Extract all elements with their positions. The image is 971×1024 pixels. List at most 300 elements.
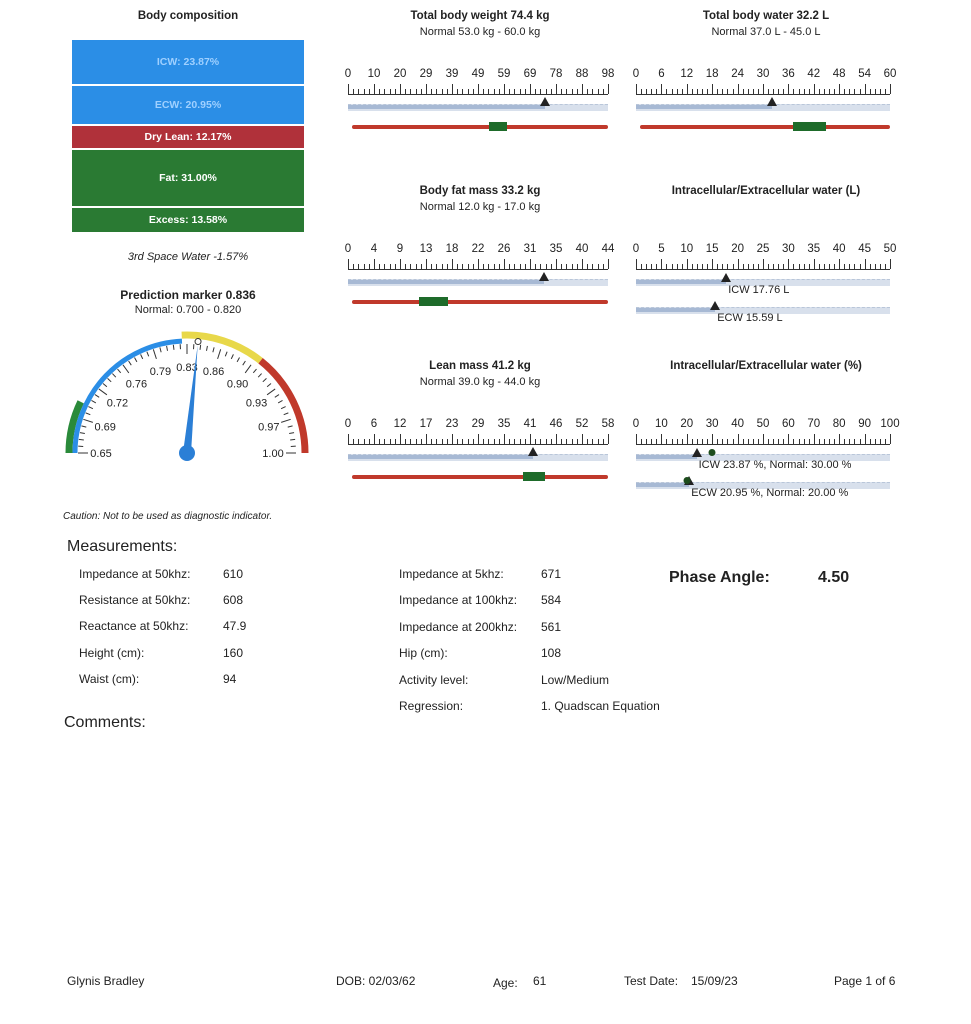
value-band-fill [636, 105, 772, 109]
gauge-tick [112, 374, 115, 378]
composition-segment [72, 86, 304, 124]
scale-tick [890, 259, 891, 269]
scale-tick [865, 84, 866, 94]
scale-tick [426, 259, 427, 269]
scale-tick [804, 89, 805, 94]
scale-tick [400, 259, 401, 269]
scale-tick [410, 439, 411, 444]
phase-angle-value: 4.50 [818, 569, 850, 586]
scale-tick [577, 89, 578, 94]
scale-tick [666, 89, 667, 94]
scale-tick-label: 31 [523, 243, 537, 255]
scale-tick [702, 89, 703, 94]
measurement-label: Impedance at 5khz: [399, 567, 504, 581]
scale-tick [865, 434, 866, 444]
scale-tick [733, 89, 734, 94]
scale-tick [379, 89, 380, 94]
panel-normal-range: Normal 37.0 L - 45.0 L [711, 26, 821, 38]
scale-tick [608, 434, 609, 444]
scale-tick [656, 439, 657, 444]
scale-tick [494, 264, 495, 269]
gauge-tick [134, 357, 136, 361]
gauge-tick-label: 0.69 [94, 421, 116, 434]
measurement-value: 671 [541, 567, 562, 581]
scale-tick-label: 98 [601, 68, 615, 80]
scale-tick [763, 84, 764, 94]
scale-tick [416, 264, 417, 269]
range-line [352, 125, 608, 129]
scale-tick-label: 45 [858, 243, 871, 255]
scale-tick [692, 439, 693, 444]
scale-tick [829, 89, 830, 94]
gauge-tick [147, 352, 149, 357]
scale-tick [870, 264, 871, 269]
value-band-fill [348, 280, 544, 284]
icw-marker [692, 448, 702, 457]
scale-tick [687, 259, 688, 269]
scale-ruler [636, 434, 890, 445]
scale-tick-label: 23 [445, 418, 459, 430]
scale-tick [697, 439, 698, 444]
scale-tick [697, 89, 698, 94]
composition-segment [72, 150, 304, 206]
scale-tick [379, 439, 380, 444]
scale-tick [426, 84, 427, 94]
test-date-value: 15/09/23 [691, 974, 738, 988]
value-band-fill [348, 455, 533, 459]
scale-tick [514, 264, 515, 269]
scale-tick [743, 89, 744, 94]
scale-tick [682, 264, 683, 269]
range-line [640, 125, 890, 129]
scale-tick [447, 439, 448, 444]
scale-tick [875, 89, 876, 94]
gauge-tick [243, 361, 246, 365]
scale-tick [462, 264, 463, 269]
scale-tick [494, 89, 495, 94]
scale-tick [717, 439, 718, 444]
scale-tick [478, 434, 479, 444]
scale-tick [598, 439, 599, 444]
scale-tick [369, 264, 370, 269]
scale-tick [778, 439, 779, 444]
scale-tick [814, 259, 815, 269]
icw-value-label: ICW 17.76 L [728, 284, 790, 296]
scale-tick-label: 12 [393, 418, 407, 430]
scale-tick [738, 259, 739, 269]
scale-tick [582, 434, 583, 444]
panel-normal-range: Normal 12.0 kg - 17.0 kg [419, 201, 541, 213]
composition-segment-label: ICW: 23.87% [156, 56, 220, 68]
scale-tick [504, 259, 505, 269]
composition-segment [72, 126, 304, 148]
scale-tick [677, 89, 678, 94]
scale-tick-label: 29 [419, 68, 433, 80]
gauge-tick [258, 374, 261, 378]
scale-tick [844, 264, 845, 269]
scale-tick [405, 439, 406, 444]
scale-tick-label: 80 [832, 418, 846, 430]
scale-tick [551, 89, 552, 94]
scale-tick-label: 30 [781, 243, 795, 255]
scale-tick [727, 439, 728, 444]
measurement-label: Waist (cm): [79, 671, 140, 686]
scale-tick [364, 264, 365, 269]
gauge-tick-label: 1.00 [262, 448, 284, 460]
scale-tick [400, 434, 401, 444]
scale-tick [773, 264, 774, 269]
scale-tick [783, 89, 784, 94]
scale-tick [525, 264, 526, 269]
scale-tick [692, 264, 693, 269]
scale-tick [509, 439, 510, 444]
scale-tick-label: 30 [705, 418, 719, 430]
gauge-tick [225, 352, 227, 357]
scale-tick [390, 89, 391, 94]
measurement-value: 608 [223, 593, 244, 608]
scale-tick [442, 439, 443, 444]
scale-tick [707, 439, 708, 444]
scale-tick [478, 259, 479, 269]
scale-tick-label: 10 [367, 68, 381, 80]
icw-band-fill [636, 455, 697, 459]
scale-tick-label: 18 [445, 243, 459, 255]
scale-tick [436, 439, 437, 444]
scale-tick [473, 439, 474, 444]
measurement-value: 47.9 [223, 619, 247, 634]
scale-tick-label: 13 [419, 243, 433, 255]
scale-tick [348, 434, 349, 444]
third-space-water: 3rd Space Water -1.57% [127, 251, 249, 263]
scale-tick [556, 259, 557, 269]
scale-tick [603, 439, 604, 444]
gauge-tick [288, 426, 293, 427]
scale-tick-label: 48 [832, 68, 846, 80]
scale-tick [577, 264, 578, 269]
scale-tick [598, 89, 599, 94]
scale-tick [592, 439, 593, 444]
scale-tick [468, 264, 469, 269]
scale-tick [834, 264, 835, 269]
measurement-label: Hip (cm): [399, 646, 448, 661]
scale-tick [809, 89, 810, 94]
scale-tick-label: 29 [471, 418, 485, 430]
phase-angle-label: Phase Angle: [669, 569, 770, 586]
scale-tick [844, 89, 845, 94]
scale-tick [384, 439, 385, 444]
value-marker [767, 97, 777, 106]
scale-tick [748, 264, 749, 269]
measurement-label: Impedance at 100khz: [399, 593, 518, 608]
scale-tick [788, 259, 789, 269]
scale-tick [587, 439, 588, 444]
scale-tick [535, 264, 536, 269]
scale-tick [499, 89, 500, 94]
gauge-tick [167, 346, 168, 351]
scale-tick-label: 60 [781, 418, 795, 430]
scale-tick [561, 439, 562, 444]
scale-tick [608, 259, 609, 269]
scale-tick [768, 264, 769, 269]
scale-tick [572, 264, 573, 269]
scale-tick [727, 264, 728, 269]
scale-tick-label: 35 [549, 243, 563, 255]
gauge-tick-label: 0.93 [245, 397, 268, 410]
scale-tick-label: 0 [632, 418, 640, 430]
scale-tick-label: 0 [344, 243, 352, 255]
scale-tick [849, 264, 850, 269]
scale-tick-label: 30 [756, 68, 770, 80]
scale-tick [416, 89, 417, 94]
gauge-tick [86, 413, 91, 415]
scale-tick [582, 84, 583, 94]
patient-dob: DOB: 02/03/62 [336, 974, 416, 988]
gauge-tick-label: 0.76 [125, 378, 148, 391]
scale-tick [814, 434, 815, 444]
page-number: Page 1 of 6 [834, 974, 896, 988]
scale-tick [530, 434, 531, 444]
scale-tick [509, 264, 510, 269]
gauge-tick [237, 357, 239, 361]
prediction-marker-title: Prediction marker 0.836 [120, 288, 256, 302]
scale-tick [348, 84, 349, 94]
scale-tick-label: 0 [344, 68, 352, 80]
gauge-tick [108, 378, 112, 381]
gauge-tick [245, 365, 251, 373]
scale-tick [556, 84, 557, 94]
scale-tick [722, 89, 723, 94]
scale-tick [582, 259, 583, 269]
scale-tick [666, 439, 667, 444]
measurement-label: Impedance at 200khz: [399, 619, 518, 634]
scale-tick [646, 264, 647, 269]
scale-tick-label: 20 [393, 68, 407, 80]
gauge-tick [160, 347, 161, 352]
scale-tick [473, 89, 474, 94]
scale-tick [875, 264, 876, 269]
panel-title: Lean mass 41.2 kg [429, 360, 531, 372]
scale-tick [651, 89, 652, 94]
gauge-tick [141, 354, 143, 359]
scale-tick [860, 264, 861, 269]
scale-tick [641, 89, 642, 94]
gauge-tick [218, 349, 221, 359]
scale-tick [773, 439, 774, 444]
scale-tick [390, 439, 391, 444]
gauge-marker-ring [195, 339, 201, 345]
scale-tick [692, 89, 693, 94]
scale-tick [890, 84, 891, 94]
scale-tick-label: 44 [601, 243, 615, 255]
scale-ruler [636, 84, 890, 95]
scale-tick [753, 264, 754, 269]
patient-age-value: 61 [533, 974, 547, 988]
gauge-tick [253, 369, 256, 373]
scale-tick [733, 264, 734, 269]
test-date-label: Test Date: [624, 974, 679, 988]
gauge-tick [289, 433, 294, 434]
scale-tick [468, 89, 469, 94]
scale-ruler [636, 259, 890, 270]
scale-tick [672, 264, 673, 269]
scale-tick [651, 264, 652, 269]
scale-tick [875, 439, 876, 444]
scale-tick [494, 439, 495, 444]
scale-tick [348, 259, 349, 269]
scale-tick [520, 89, 521, 94]
scale-tick [421, 264, 422, 269]
gauge-tick [153, 349, 156, 359]
ecw-marker [710, 301, 720, 310]
scale-tick-label: 54 [858, 68, 871, 80]
gauge-tick [118, 369, 121, 373]
range-line [352, 475, 608, 479]
gauge-tick [275, 395, 279, 398]
gauge-tick [173, 345, 174, 350]
scale-tick [743, 439, 744, 444]
scale-tick [682, 89, 683, 94]
scale-tick [546, 264, 547, 269]
scale-tick [809, 439, 810, 444]
scale-tick [738, 434, 739, 444]
scale-tick [603, 89, 604, 94]
scale-tick [666, 264, 667, 269]
scale-tick [410, 89, 411, 94]
scale-tick [546, 439, 547, 444]
panel-normal-range: Normal 53.0 kg - 60.0 kg [419, 26, 541, 38]
scale-tick-label: 9 [396, 243, 404, 255]
scale-tick [457, 264, 458, 269]
measurement-label: Activity level: [399, 672, 469, 687]
gauge-tick [91, 400, 95, 402]
normal-range-segment [523, 472, 545, 481]
scale-tick-label: 25 [756, 243, 770, 255]
scale-tick [457, 89, 458, 94]
scale-tick [672, 89, 673, 94]
scale-tick [758, 89, 759, 94]
measurement-value: 561 [541, 619, 562, 634]
scale-tick [722, 439, 723, 444]
gauge-tick [95, 395, 99, 398]
prediction-marker-normal: Normal: 0.700 - 0.820 [134, 304, 242, 316]
scale-tick [452, 259, 453, 269]
body-composition-title: Body composition [137, 10, 239, 22]
scale-tick [804, 264, 805, 269]
scale-tick [525, 89, 526, 94]
scale-tick [819, 89, 820, 94]
scale-tick [651, 439, 652, 444]
gauge-tick-label: 0.83 [176, 362, 198, 374]
panel-title: Intracellular/Extracellular water (L) [671, 185, 861, 197]
icw-normal-dot [709, 449, 716, 456]
patient-age-label: Age: [493, 976, 518, 990]
scale-tick [656, 264, 657, 269]
scale-tick [598, 264, 599, 269]
measurement-label: Impedance at 50khz: [79, 567, 191, 581]
scale-tick-label: 88 [575, 68, 589, 80]
icw-band-fill [636, 280, 726, 284]
scale-tick [483, 439, 484, 444]
scale-tick [819, 264, 820, 269]
scale-tick-label: 40 [832, 243, 846, 255]
scale-tick-label: 22 [471, 243, 485, 255]
patient-name: Glynis Bradley [67, 974, 145, 988]
scale-tick [436, 89, 437, 94]
scale-tick [870, 89, 871, 94]
ecw-value-label: ECW 15.59 L [717, 312, 783, 324]
scale-tick [738, 84, 739, 94]
scale-tick [353, 264, 354, 269]
scale-tick [405, 264, 406, 269]
scale-tick-label: 20 [680, 418, 694, 430]
scale-tick [661, 434, 662, 444]
scale-tick [369, 89, 370, 94]
gauge-tick-label: 0.65 [90, 448, 112, 460]
scale-tick-label: 5 [658, 243, 665, 255]
scale-tick [890, 434, 891, 444]
scale-tick [854, 439, 855, 444]
scale-tick [783, 439, 784, 444]
scale-tick [860, 439, 861, 444]
scale-tick [854, 89, 855, 94]
scale-tick [712, 434, 713, 444]
scale-tick [525, 439, 526, 444]
scale-tick [608, 84, 609, 94]
scale-tick [520, 264, 521, 269]
scale-tick [763, 434, 764, 444]
scale-tick [834, 89, 835, 94]
scale-tick [530, 84, 531, 94]
measurement-label: Height (cm): [79, 645, 145, 660]
scale-tick [369, 439, 370, 444]
scale-tick [758, 264, 759, 269]
scale-tick [442, 264, 443, 269]
scale-tick [753, 439, 754, 444]
scale-tick [636, 434, 637, 444]
scale-tick [561, 264, 562, 269]
gauge-tick [206, 346, 207, 351]
scale-tick [488, 89, 489, 94]
scale-tick [535, 89, 536, 94]
scale-tick [768, 89, 769, 94]
scale-tick [566, 439, 567, 444]
scale-tick [400, 84, 401, 94]
scale-tick [483, 264, 484, 269]
scale-tick [546, 89, 547, 94]
scale-tick [462, 89, 463, 94]
gauge-tick-label: 0.72 [106, 397, 129, 410]
scale-tick [504, 434, 505, 444]
scale-tick [520, 439, 521, 444]
scale-tick [436, 264, 437, 269]
scale-tick [374, 84, 375, 94]
scale-tick [577, 439, 578, 444]
scale-tick [677, 439, 678, 444]
scale-tick [395, 264, 396, 269]
gauge-tick [281, 407, 286, 409]
scale-tick-label: 50 [756, 418, 770, 430]
scale-tick-label: 40 [575, 243, 589, 255]
range-line [352, 300, 608, 304]
scale-tick-label: 0 [344, 418, 352, 430]
gauge-tick [267, 389, 275, 395]
scale-tick-label: 12 [680, 68, 694, 80]
scale-tick-label: 90 [858, 418, 871, 430]
measurements-title: Measurements: [67, 538, 178, 555]
scale-tick [551, 264, 552, 269]
scale-tick [395, 439, 396, 444]
scale-tick [556, 434, 557, 444]
